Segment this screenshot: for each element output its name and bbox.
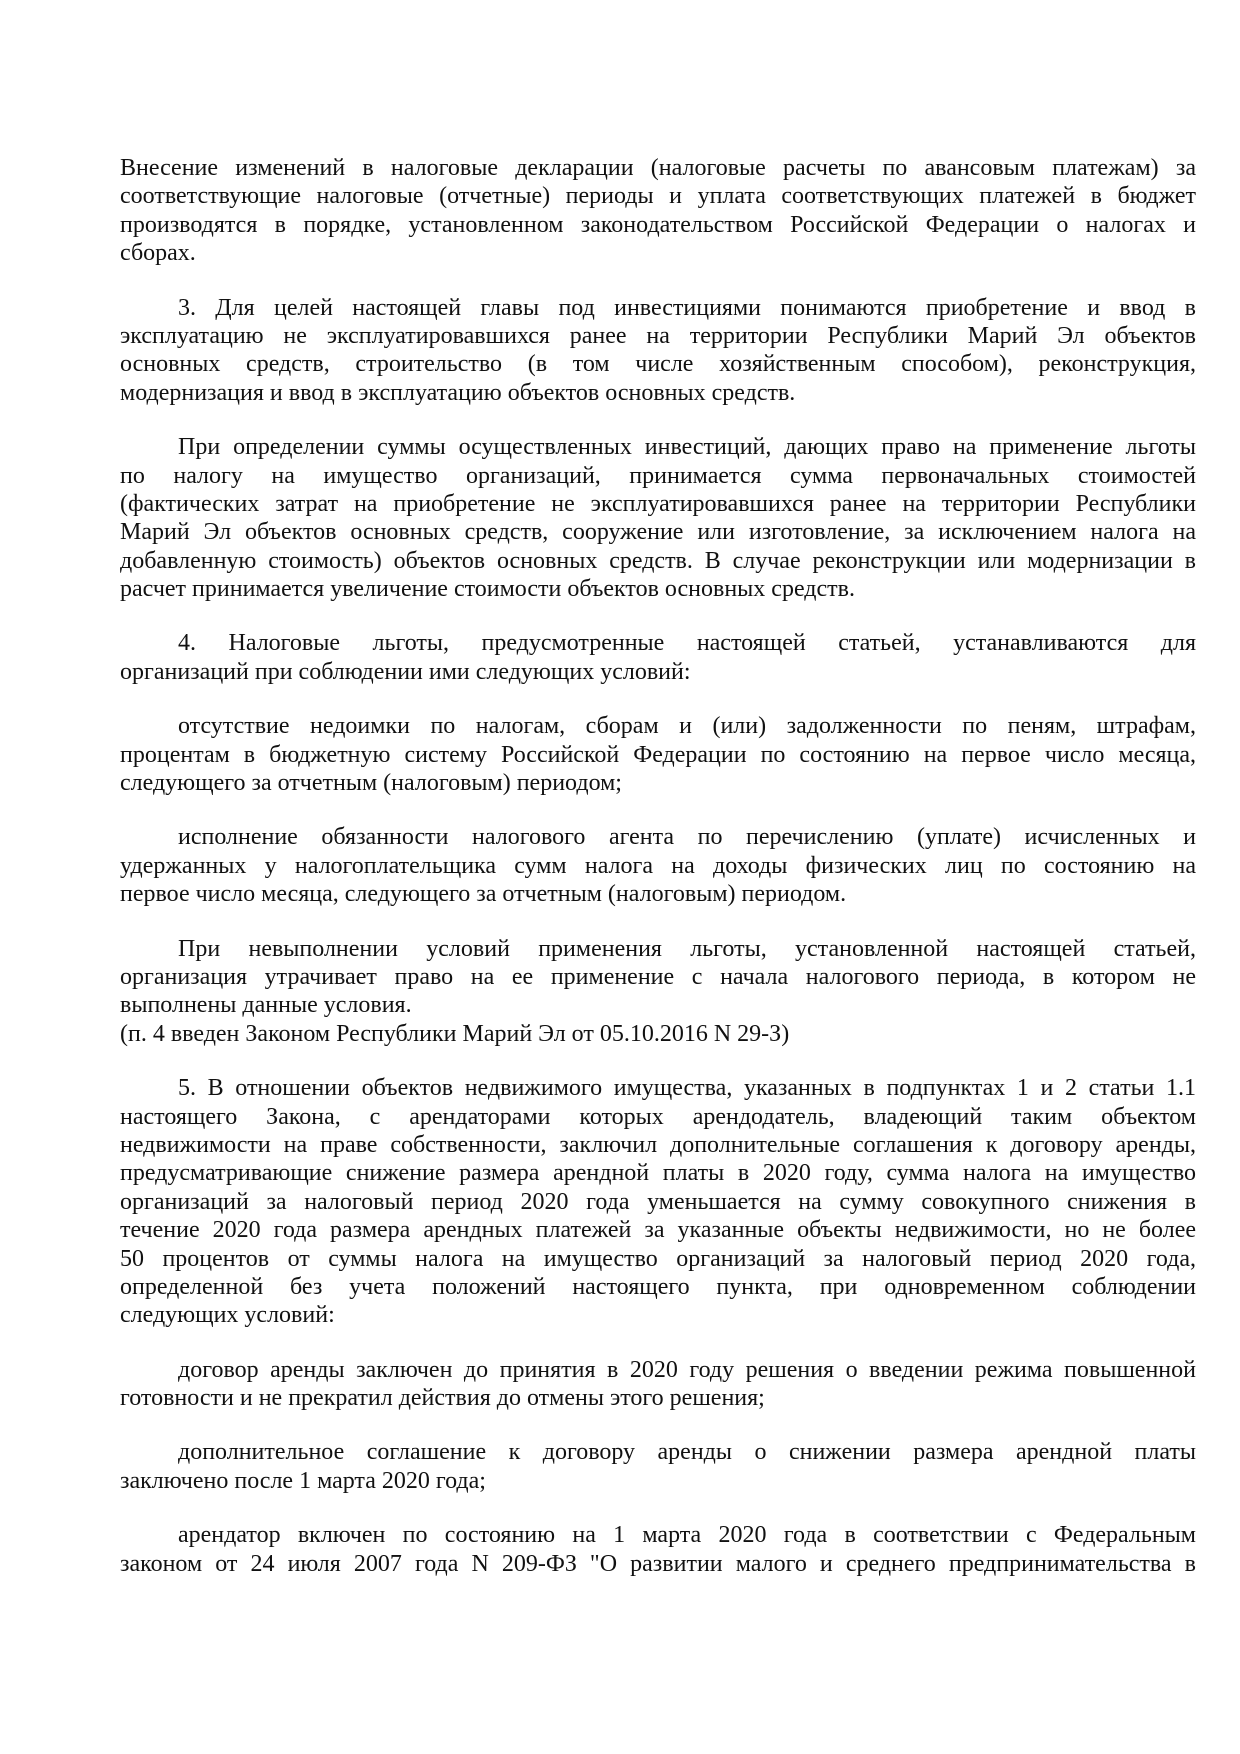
text-line: сборах. bbox=[120, 240, 196, 267]
paragraph bbox=[120, 1356, 1196, 1413]
paragraph bbox=[120, 935, 1196, 1020]
paragraph bbox=[120, 294, 1196, 408]
paragraph bbox=[120, 1521, 1196, 1578]
text-line: При невыполнении условий применения льготы, установленной настоящей статьей, bbox=[178, 935, 1196, 962]
text-line: Внесение изменений в налоговые декларации (налоговые расчеты по авансовым платежам) за bbox=[120, 155, 1196, 181]
text-line: организация утрачивает право на ее применение с начала налогового периода, в котором не bbox=[120, 963, 1196, 990]
text-line: соответствующие налоговые (отчетные) периоды и уплата соответствующих платежей в бюджет bbox=[120, 183, 1196, 210]
text-line: договор аренды заключен до принятия в 2020 году решения о введении режима повышенной bbox=[178, 1356, 1196, 1383]
text-line: дополнительное соглашение к договору аренды о снижении размера арендной платы bbox=[178, 1439, 1196, 1466]
text-line: 4. Налоговые льготы, предусмотренные настоящей статьей, устанавливаются для bbox=[178, 630, 1196, 657]
text-line: заключено после 1 марта 2020 года; bbox=[120, 1467, 486, 1494]
text-line: (п. 4 введен Законом Республики Марий Эл от 05.10.2016 N 29-З) bbox=[120, 1020, 790, 1047]
text-line: готовности и не прекратил действия до отмены этого решения; bbox=[120, 1385, 765, 1412]
text-line: отсутствие недоимки по налогам, сборам и (или) задолженности по пеням, штрафам, bbox=[178, 713, 1196, 740]
text-line: определенной без учета положений настоящего пункта, при одновременном соблюдении bbox=[120, 1273, 1196, 1300]
text-line: законом от 24 июля 2007 года N 209-ФЗ "О развитии малого и среднего предпринимательства в bbox=[120, 1550, 1196, 1577]
text-line: настоящего Закона, с арендаторами которых арендодатель, владеющий таким объектом bbox=[120, 1103, 1196, 1130]
text-line: 5. В отношении объектов недвижимого имущества, указанных в подпунктах 1 и 2 статьи 1.1 bbox=[178, 1075, 1196, 1102]
paragraph bbox=[120, 712, 1196, 797]
text-line: недвижимости на праве собственности, заключил дополнительные соглашения к договору аренды, bbox=[120, 1131, 1196, 1158]
text-line: производятся в порядке, установленном законодательством Российской Федерации о налогах и bbox=[120, 211, 1196, 238]
text-line: выполнены данные условия. bbox=[120, 992, 412, 1019]
text-line: Марий Эл объектов основных средств, сооружение или изготовление, за исключением налога на bbox=[120, 519, 1196, 546]
text-line: удержанных у налогоплательщика сумм налога на доходы физических лиц по состоянию на bbox=[120, 852, 1196, 879]
text-line: организаций за налоговый период 2020 года уменьшается на сумму совокупного снижения в bbox=[120, 1188, 1196, 1215]
paragraph bbox=[120, 154, 1196, 268]
text-line: (фактических затрат на приобретение не эксплуатировавшихся ранее на территории Республики bbox=[120, 490, 1196, 517]
text-line: основных средств, строительство (в том числе хозяйственным способом), реконструкция, bbox=[120, 351, 1196, 378]
paragraph bbox=[120, 433, 1196, 603]
paragraph bbox=[120, 629, 1196, 686]
text-line: следующего за отчетным (налоговым) периодом; bbox=[120, 770, 622, 797]
text-line: следующих условий: bbox=[120, 1302, 335, 1329]
text-line: добавленную стоимость) объектов основных средств. В случае реконструкции или модернизации в bbox=[120, 547, 1196, 574]
paragraph bbox=[120, 823, 1196, 908]
text-line: исполнение обязанности налогового агента по перечислению (уплате) исчисленных и bbox=[178, 824, 1196, 851]
text-line: При определении суммы осуществленных инвестиций, дающих право на применение льготы bbox=[178, 434, 1196, 461]
text-line: предусматривающие снижение размера арендной платы в 2020 году, сумма налога на имущество bbox=[120, 1160, 1196, 1187]
text-line: первое число месяца, следующего за отчетным (налоговым) периодом. bbox=[120, 881, 847, 908]
text-line: 50 процентов от суммы налога на имущество организаций за налоговый период 2020 года, bbox=[120, 1245, 1196, 1272]
text-line: арендатор включен по состоянию на 1 марта 2020 года в соответствии с Федеральным bbox=[178, 1522, 1196, 1549]
text-line: 3. Для целей настоящей главы под инвестициями понимаются приобретение и ввод в bbox=[178, 294, 1196, 321]
text-line: течение 2020 года размера арендных платежей за указанные объекты недвижимости, но не более bbox=[120, 1217, 1196, 1244]
text-line: организаций при соблюдении ими следующих условий: bbox=[120, 658, 691, 685]
text-line: процентам в бюджетную систему Российской Федерации по состоянию на первое число месяца, bbox=[120, 741, 1196, 768]
text-line: по налогу на имущество организаций, принимается сумма первоначальных стоимостей bbox=[120, 462, 1196, 489]
text-line: эксплуатацию не эксплуатировавшихся ранее на территории Республики Марий Эл объектов bbox=[120, 322, 1196, 349]
paragraph bbox=[120, 1438, 1196, 1495]
text-line: расчет принимается увеличение стоимости объектов основных средств. bbox=[120, 576, 855, 603]
paragraph bbox=[120, 1020, 1196, 1048]
paragraph bbox=[120, 1074, 1196, 1330]
text-line: модернизация и ввод в эксплуатацию объектов основных средств. bbox=[120, 379, 796, 406]
document-page bbox=[120, 154, 1196, 1604]
